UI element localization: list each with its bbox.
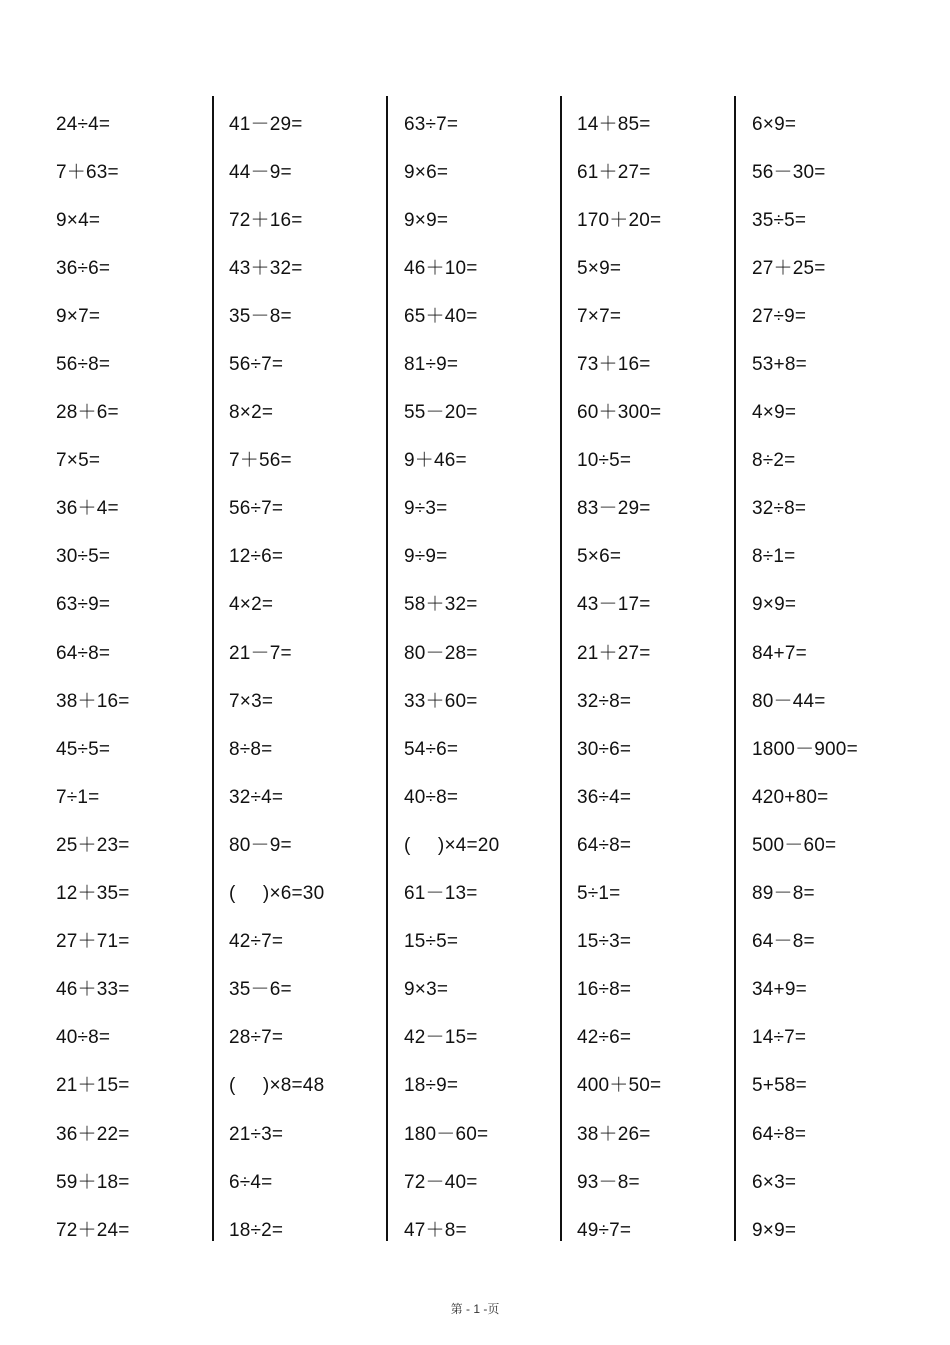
math-problem: 80－44= bbox=[752, 690, 826, 712]
math-problem: 58＋32= bbox=[404, 594, 478, 616]
math-problem: 32÷4= bbox=[229, 786, 284, 808]
math-problem: 21－7= bbox=[229, 642, 292, 664]
math-problem: 42÷7= bbox=[229, 931, 284, 953]
math-problem: 15÷3= bbox=[577, 931, 632, 953]
math-problem: 9×6= bbox=[404, 161, 449, 183]
math-problem: 16÷8= bbox=[577, 979, 632, 1001]
math-problem: 9＋46= bbox=[404, 450, 467, 472]
math-problem: 4×2= bbox=[229, 594, 274, 616]
math-problem: 420+80= bbox=[752, 786, 829, 808]
math-problem: 36÷6= bbox=[56, 257, 111, 279]
math-problem: 32÷8= bbox=[577, 690, 632, 712]
math-problem: 30÷6= bbox=[577, 738, 632, 760]
math-problem: 64÷8= bbox=[577, 834, 632, 856]
math-problem: 59＋18= bbox=[56, 1171, 130, 1193]
math-problem: 60＋300= bbox=[577, 402, 662, 424]
math-problem: 9×7= bbox=[56, 305, 101, 327]
math-problem: 40÷8= bbox=[404, 786, 459, 808]
problem-column-3 bbox=[404, 96, 574, 1254]
problem-column-1 bbox=[56, 96, 226, 1254]
math-problem: 56÷7= bbox=[229, 498, 284, 520]
math-problem: 38＋16= bbox=[56, 690, 130, 712]
math-problem: 7＋56= bbox=[229, 450, 292, 472]
math-problem: 27＋71= bbox=[56, 931, 130, 953]
math-problem: 35－8= bbox=[229, 305, 292, 327]
math-problem: 36＋4= bbox=[56, 498, 119, 520]
math-problem: 43＋32= bbox=[229, 257, 303, 279]
math-problem: ( )×6=30 bbox=[229, 883, 325, 905]
math-problem: 21＋15= bbox=[56, 1075, 130, 1097]
math-problem: 12＋35= bbox=[56, 883, 130, 905]
math-problem: 9×9= bbox=[752, 594, 797, 616]
math-problem: 7×7= bbox=[577, 305, 622, 327]
math-problem: 10÷5= bbox=[577, 450, 632, 472]
math-problem: 49÷7= bbox=[577, 1219, 632, 1241]
math-problem: 14＋85= bbox=[577, 113, 651, 135]
math-problem: 38＋26= bbox=[577, 1123, 651, 1145]
math-problem: 72－40= bbox=[404, 1171, 478, 1193]
math-problem: 4×9= bbox=[752, 402, 797, 424]
math-problem: 7×5= bbox=[56, 450, 101, 472]
math-problem: 21＋27= bbox=[577, 642, 651, 664]
math-problem: 32÷8= bbox=[752, 498, 807, 520]
math-problem: 7×3= bbox=[229, 690, 274, 712]
math-problem: 25＋23= bbox=[56, 834, 130, 856]
math-problem: 42÷6= bbox=[577, 1027, 632, 1049]
math-problem: 53+8= bbox=[752, 354, 807, 376]
math-problem: 55－20= bbox=[404, 402, 478, 424]
math-problem: 28＋6= bbox=[56, 402, 119, 424]
math-problem: 9×3= bbox=[404, 979, 449, 1001]
math-problem: 35－6= bbox=[229, 979, 292, 1001]
math-problem: ( )×8=48 bbox=[229, 1075, 325, 1097]
math-problem: 5+58= bbox=[752, 1075, 807, 1097]
math-problem: 63÷7= bbox=[404, 113, 459, 135]
math-problem: 46＋33= bbox=[56, 979, 130, 1001]
math-problem: 8÷1= bbox=[752, 546, 796, 568]
math-problem: 24÷4= bbox=[56, 113, 111, 135]
math-problem: 14÷7= bbox=[752, 1027, 807, 1049]
math-problem: 84+7= bbox=[752, 642, 807, 664]
math-problem: 81÷9= bbox=[404, 354, 459, 376]
math-problem: 6×9= bbox=[752, 113, 797, 135]
math-problem: 73＋16= bbox=[577, 354, 651, 376]
math-problem: 9×9= bbox=[752, 1219, 797, 1241]
math-problem: 27＋25= bbox=[752, 257, 826, 279]
problem-column-2 bbox=[229, 96, 399, 1254]
math-problem: 47＋8= bbox=[404, 1219, 467, 1241]
math-problem: 5×9= bbox=[577, 257, 622, 279]
math-problem: 65＋40= bbox=[404, 305, 478, 327]
math-problem: 64÷8= bbox=[752, 1123, 807, 1145]
math-problem: 18÷2= bbox=[229, 1219, 284, 1241]
math-problem: 36÷4= bbox=[577, 786, 632, 808]
math-problem: 45÷5= bbox=[56, 738, 111, 760]
math-problem: 21÷3= bbox=[229, 1123, 284, 1145]
math-problem: 72＋24= bbox=[56, 1219, 130, 1241]
math-problem: 28÷7= bbox=[229, 1027, 284, 1049]
math-problem: 72＋16= bbox=[229, 209, 303, 231]
math-problem: 7÷1= bbox=[56, 786, 100, 808]
math-problem: 8×2= bbox=[229, 402, 274, 424]
math-problem: 40÷8= bbox=[56, 1027, 111, 1049]
math-problem: 41－29= bbox=[229, 113, 303, 135]
math-problem: 8÷2= bbox=[752, 450, 796, 472]
math-problem: 6÷4= bbox=[229, 1171, 273, 1193]
math-problem: 12÷6= bbox=[229, 546, 284, 568]
math-problem: 34+9= bbox=[752, 979, 807, 1001]
math-problem: 400＋50= bbox=[577, 1075, 662, 1097]
math-problem: 63÷9= bbox=[56, 594, 111, 616]
math-problem: 18÷9= bbox=[404, 1075, 459, 1097]
math-problem: 9×9= bbox=[404, 209, 449, 231]
math-problem: 64－8= bbox=[752, 931, 815, 953]
math-problem: 9÷3= bbox=[404, 498, 448, 520]
math-problem: 46＋10= bbox=[404, 257, 478, 279]
math-problem: 56－30= bbox=[752, 161, 826, 183]
math-problem: 43－17= bbox=[577, 594, 651, 616]
math-problem: 64÷8= bbox=[56, 642, 111, 664]
math-problem: 56÷7= bbox=[229, 354, 284, 376]
math-problem: 500－60= bbox=[752, 834, 837, 856]
math-problem: 83－29= bbox=[577, 498, 651, 520]
math-problem: 61＋27= bbox=[577, 161, 651, 183]
math-problem: 170＋20= bbox=[577, 209, 662, 231]
math-problem: 180－60= bbox=[404, 1123, 489, 1145]
math-problem: 42－15= bbox=[404, 1027, 478, 1049]
math-problem: 36＋22= bbox=[56, 1123, 130, 1145]
math-problem: 44－9= bbox=[229, 161, 292, 183]
math-problem: 8÷8= bbox=[229, 738, 273, 760]
problem-column-4 bbox=[577, 96, 747, 1254]
math-problem: 54÷6= bbox=[404, 738, 459, 760]
math-problem: 5×6= bbox=[577, 546, 622, 568]
math-problem: 27÷9= bbox=[752, 305, 807, 327]
math-problem: 33＋60= bbox=[404, 690, 478, 712]
math-problem: 15÷5= bbox=[404, 931, 459, 953]
math-problem: 30÷5= bbox=[56, 546, 111, 568]
math-problem: 80－28= bbox=[404, 642, 478, 664]
math-problem: 61－13= bbox=[404, 883, 478, 905]
math-problem: 89－8= bbox=[752, 883, 815, 905]
math-problem: 5÷1= bbox=[577, 883, 621, 905]
math-problem: 1800－900= bbox=[752, 738, 858, 760]
math-problem: 6×3= bbox=[752, 1171, 797, 1193]
problem-column-5 bbox=[752, 96, 922, 1254]
page-number: 第 - 1 -页 bbox=[450, 1302, 500, 1316]
math-problem: ( )×4=20 bbox=[404, 834, 500, 856]
math-problem: 56÷8= bbox=[56, 354, 111, 376]
math-problem: 93－8= bbox=[577, 1171, 640, 1193]
math-problem: 9×4= bbox=[56, 209, 101, 231]
math-problem: 9÷9= bbox=[404, 546, 448, 568]
math-problem: 80－9= bbox=[229, 834, 292, 856]
math-problem: 7＋63= bbox=[56, 161, 119, 183]
math-problem: 35÷5= bbox=[752, 209, 807, 231]
